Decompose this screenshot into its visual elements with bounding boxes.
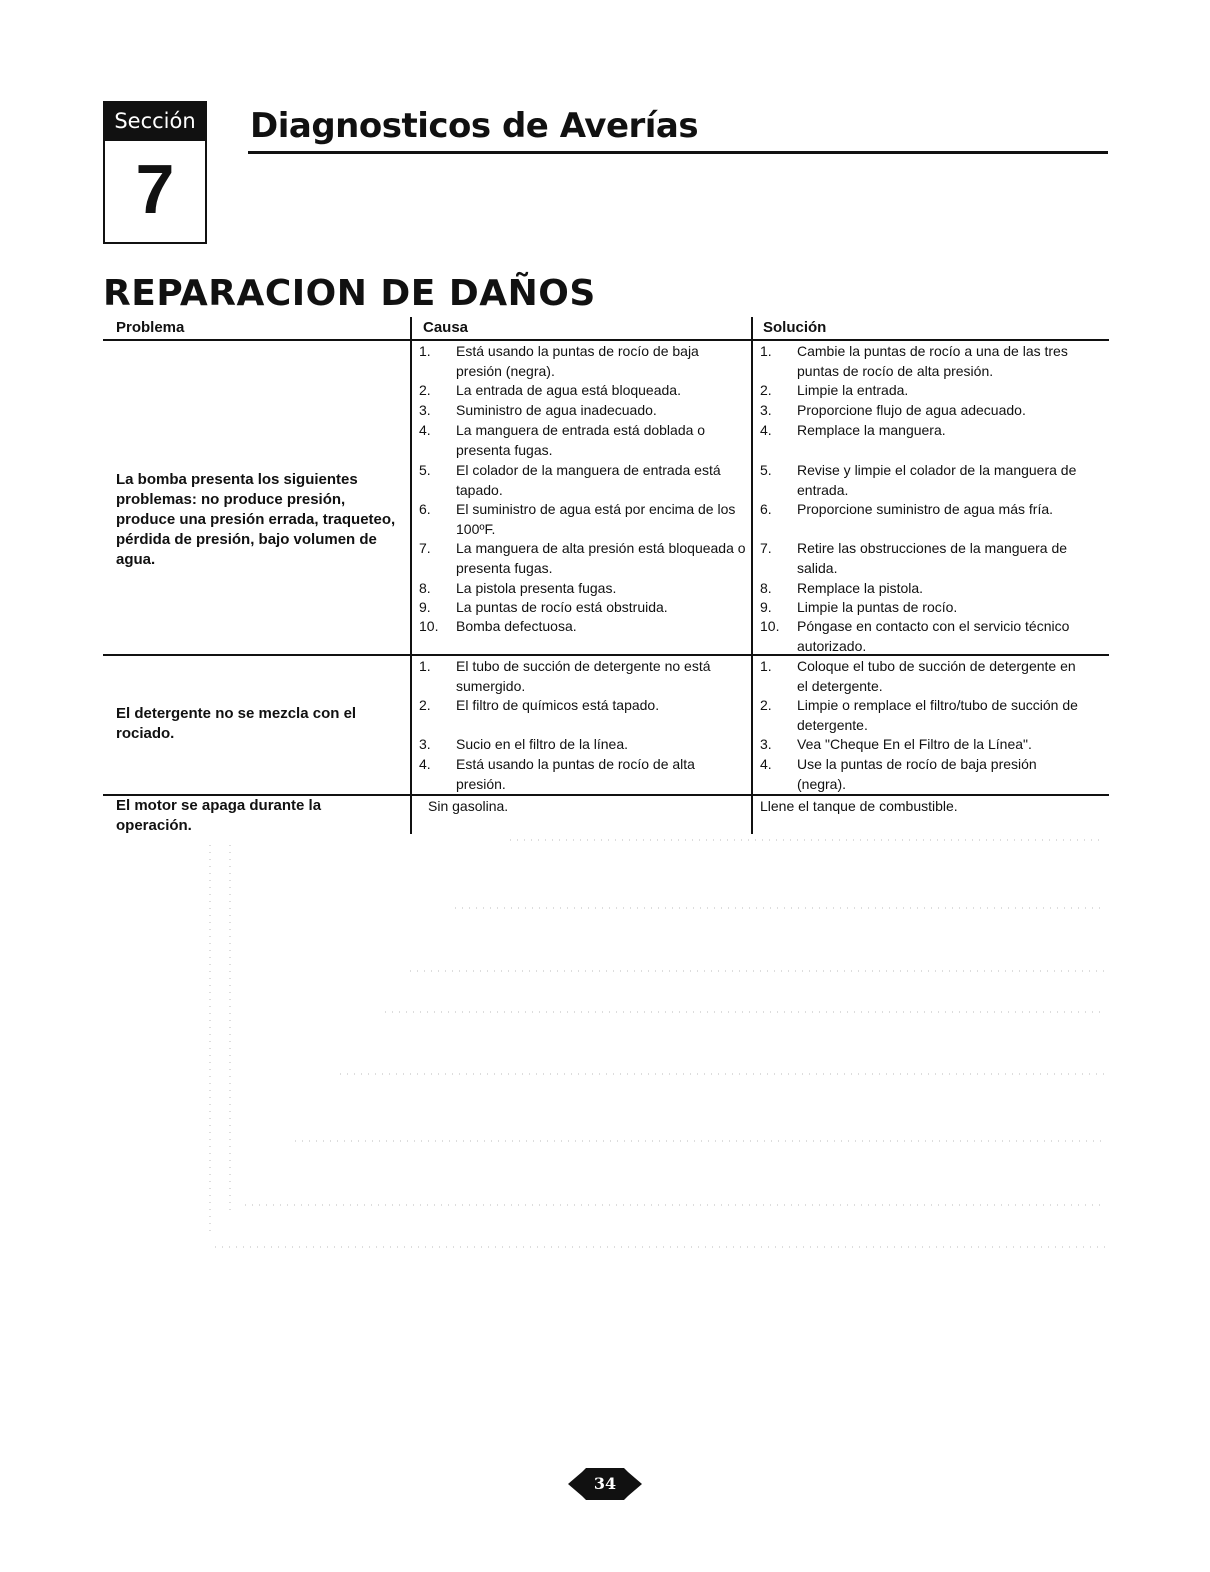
header-problem: Problema xyxy=(116,319,185,336)
item-text: La entrada de agua está bloqueada. xyxy=(456,382,681,398)
item-text: Está usando la puntas de rocío de baja presión (negra). xyxy=(456,343,699,379)
item-number: 8. xyxy=(760,580,772,596)
column-divider xyxy=(410,317,412,834)
page-number: 34 xyxy=(593,1474,617,1493)
section-badge xyxy=(103,101,207,244)
item-text: La manguera de alta presión está bloqueada o presenta fugas. xyxy=(456,540,746,576)
item-text: Limpie la puntas de rocío. xyxy=(797,599,958,615)
item-text: El tubo de succión de detergente no está sumergido. xyxy=(456,658,711,694)
troubleshooting-table xyxy=(103,317,1109,838)
item-number: 2. xyxy=(419,382,431,398)
item-number: 3. xyxy=(419,736,431,752)
item-text: Coloque el tubo de succión de detergente en el detergente. xyxy=(797,658,1076,694)
item-text: Suministro de agua inadecuado. xyxy=(456,402,657,418)
problem-cell: La bomba presenta los siguientes problemas: no produce presión, produce una presión errada, traqueteo, pérdida de presión, bajo volumen de agua. xyxy=(116,471,396,568)
item-number: 3. xyxy=(419,402,431,418)
item-number: 4. xyxy=(760,422,772,438)
page-title: Diagnosticos de Averías xyxy=(250,106,699,146)
item-text: Limpie o remplace el filtro/tubo de succión de detergente. xyxy=(797,697,1078,733)
item-number: 6. xyxy=(419,501,431,517)
section-label: Sección xyxy=(105,103,205,141)
table-row xyxy=(103,796,1109,838)
table-row xyxy=(103,656,1109,796)
item-number: 3. xyxy=(760,736,772,752)
item-number: 4. xyxy=(760,756,772,772)
header-cause: Causa xyxy=(423,319,469,336)
item-text: Está usando la puntas de rocío de alta presión. xyxy=(456,756,695,792)
item-number: 3. xyxy=(760,402,772,418)
item-text: Use la puntas de rocío de baja presión (negra). xyxy=(797,756,1037,792)
item-number: 9. xyxy=(760,599,772,615)
title-rule xyxy=(248,151,1108,154)
item-text: El filtro de químicos está tapado. xyxy=(456,697,660,713)
item-number: 1. xyxy=(419,343,431,359)
problem-cell: El motor se apaga durante la operación. xyxy=(116,797,322,834)
item-number: 7. xyxy=(419,540,431,556)
item-number: 5. xyxy=(419,462,431,478)
item-text: Póngase en contacto con el servicio técnico autorizado. xyxy=(797,618,1070,654)
item-number: 2. xyxy=(760,697,772,713)
item-text: Remplace la pistola. xyxy=(797,580,924,596)
section-heading: REPARACION DE DAÑOS xyxy=(103,273,596,314)
item-text: Vea "Cheque En el Filtro de la Línea". xyxy=(797,736,1032,752)
table-header xyxy=(103,317,1109,341)
item-text: Proporcione suministro de agua más fría. xyxy=(797,501,1054,517)
scan-artifact-dots xyxy=(200,835,1110,1255)
item-text: La manguera de entrada está doblada o presenta fugas. xyxy=(456,422,706,458)
item-number: 5. xyxy=(760,462,772,478)
section-number: 7 xyxy=(135,150,175,228)
item-number: 2. xyxy=(419,697,431,713)
item-number: 6. xyxy=(760,501,772,517)
header-solution: Solución xyxy=(763,319,827,336)
item-number: 8. xyxy=(419,580,431,596)
item-number: 7. xyxy=(760,540,772,556)
item-number: 1. xyxy=(760,658,772,674)
item-text: Limpie la entrada. xyxy=(797,382,909,398)
item-number: 10. xyxy=(419,618,439,634)
table-row xyxy=(103,341,1109,656)
item-text: Proporcione flujo de agua adecuado. xyxy=(797,402,1026,418)
item-number: 2. xyxy=(760,382,772,398)
cause-cell: Sin gasolina. xyxy=(428,798,509,814)
item-text: Revise y limpie el colador de la manguera de entrada. xyxy=(797,462,1077,498)
item-text: Remplace la manguera. xyxy=(797,422,946,438)
item-number: 4. xyxy=(419,756,431,772)
item-text: Bomba defectuosa. xyxy=(456,618,577,634)
item-number: 1. xyxy=(419,658,431,674)
item-text: Cambie la puntas de rocío a una de las tres puntas de rocío de alta presión. xyxy=(797,343,1068,379)
item-text: La pistola presenta fugas. xyxy=(456,580,617,596)
item-number: 9. xyxy=(419,599,431,615)
problem-cell: El detergente no se mezcla con el rociado. xyxy=(116,705,357,742)
item-text: Retire las obstrucciones de la manguera de salida. xyxy=(797,540,1068,576)
item-text: La puntas de rocío está obstruida. xyxy=(456,599,668,615)
item-number: 1. xyxy=(760,343,772,359)
item-text: Sucio en el filtro de la línea. xyxy=(456,736,628,752)
item-number: 4. xyxy=(419,422,431,438)
solution-cell: Llene el tanque de combustible. xyxy=(760,798,958,814)
item-number: 10. xyxy=(760,618,780,634)
page-number-badge xyxy=(568,1466,642,1502)
item-text: El colador de la manguera de entrada está tapado. xyxy=(456,462,721,498)
item-text: El suministro de agua está por encima de los 100ºF. xyxy=(456,501,736,537)
column-divider xyxy=(751,317,753,834)
